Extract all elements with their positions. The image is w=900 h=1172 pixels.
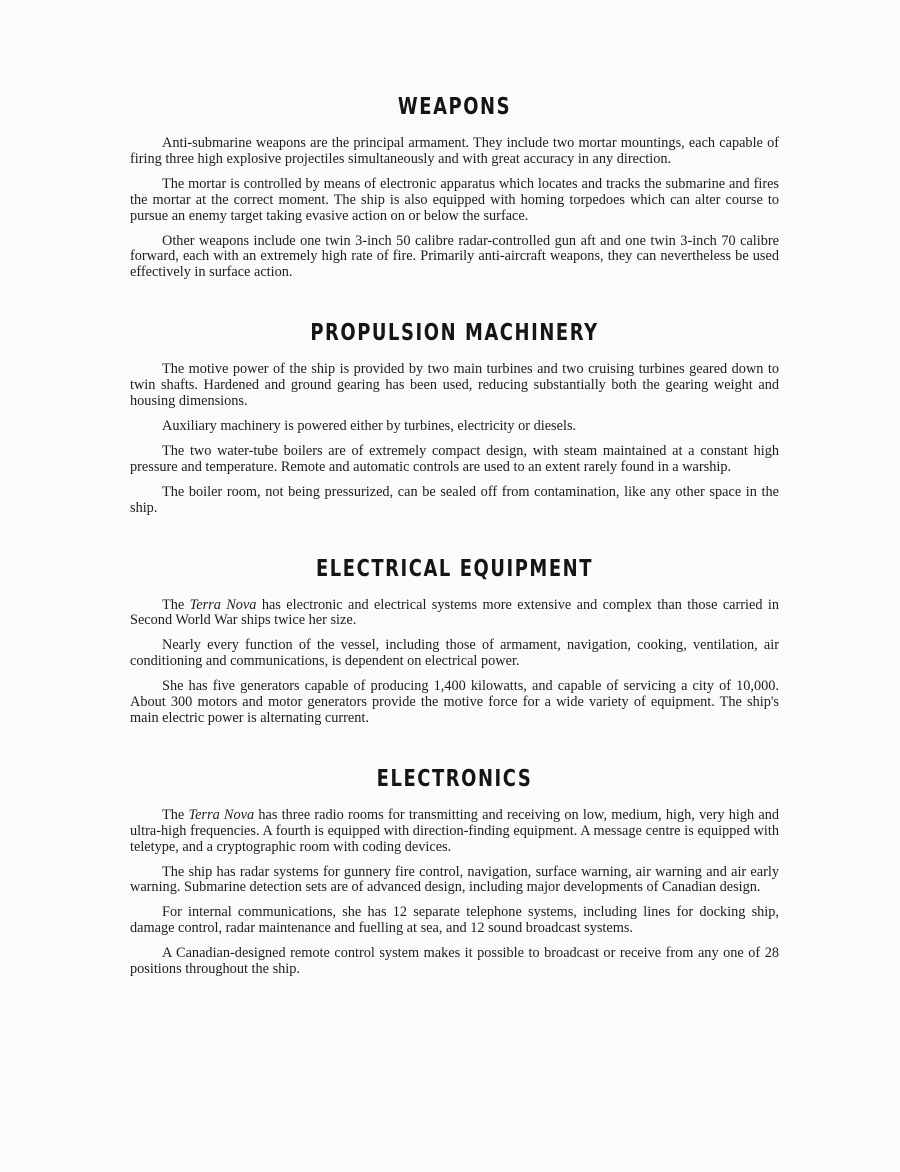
text-run: The [162,596,190,613]
section-weapons [130,92,779,281]
paragraph: The motive power of the ship is provided by two main turbines and two cruising turbines geared down to twin shafts. Hardened and ground gearing has been used, reducing substantially both the gearing weight and housing dimensions. [130,361,779,410]
section-heading: WEAPONS [397,94,512,120]
paragraph [130,598,779,630]
ship-name: Terra Nova [188,806,255,823]
section-heading: ELECTRICAL EQUIPMENT [315,555,594,582]
ship-name: Terra Nova [189,596,257,613]
paragraph: The boiler room, not being pressurized, can be sealed off from contamination, like any other space in the ship. [130,483,779,516]
paragraph: Nearly every function of the vessel, including those of armament, navigation, cooking, ventilation, air conditioning and communications, is dependent on electrical power. [130,637,779,670]
paragraph: Other weapons include one twin 3-inch 50 calibre radar-controlled gun aft and one twin 3-inch 70 calibre forward, each with an extremely high rate of fire. Primarily anti-aircraft weapons, they can nevertheless be used effectively in surface action. [130,232,779,281]
paragraph [130,808,779,856]
text-run: has electronic and electrical systems more extensive and complex than those carried in Second World War ships twice her size. [130,596,779,629]
paragraph: The ship has radar systems for gunnery fire control, navigation, surface warning, air warning and air early warning. Submarine detection sets are of advanced design, including major developments of Canadian design. [130,863,779,896]
text-run: has three radio rooms for transmitting and receiving on low, medium, high, very high and ultra-high frequencies. A fourth is equipped with direction-finding equipment. A message centre is equipped with teletype, and a cryptographic room with coding devices. [130,806,779,855]
paragraph: She has five generators capable of producing 1,400 kilowatts, and capable of servicing a city of 10,000. About 300 motors and motor generators provide the motive force for a wide variety of equipment. The ship's main electric power is alternating current. [130,678,779,726]
paragraph: Anti-submarine weapons are the principal armament. They include two mortar mountings, each capable of firing three high explosive projectiles simultaneously and with great accuracy in any direction. [130,135,779,167]
section-heading: ELECTRONICS [376,765,533,792]
section-propulsion-machinery [130,318,779,516]
section-electrical-equipment [130,554,779,727]
text-run: The [162,806,189,823]
paragraph: The two water-tube boilers are of extremely compact design, with steam maintained at a constant high pressure and temperature. Remote and automatic controls are used to an extent rarely found in a warship. [130,442,779,475]
paragraph: For internal communications, she has 12 separate telephone systems, including lines for docking ship, damage control, radar maintenance and fuelling at sea, and 12 sound broadcast systems. [130,904,779,937]
paragraph: A Canadian-designed remote control system makes it possible to broadcast or receive from any one of 28 positions throughout the ship. [130,945,779,978]
paragraph: The mortar is controlled by means of electronic apparatus which locates and tracks the submarine and fires the mortar at the correct moment. The ship is also equipped with homing torpedoes which can alter course to pursue an enemy target taking evasive action on or below the surface. [130,175,779,224]
section-heading: PROPULSION MACHINERY [310,320,599,347]
paragraph: Auxiliary machinery is powered either by turbines, electricity or diesels. [162,417,577,434]
section-electronics [130,764,779,978]
